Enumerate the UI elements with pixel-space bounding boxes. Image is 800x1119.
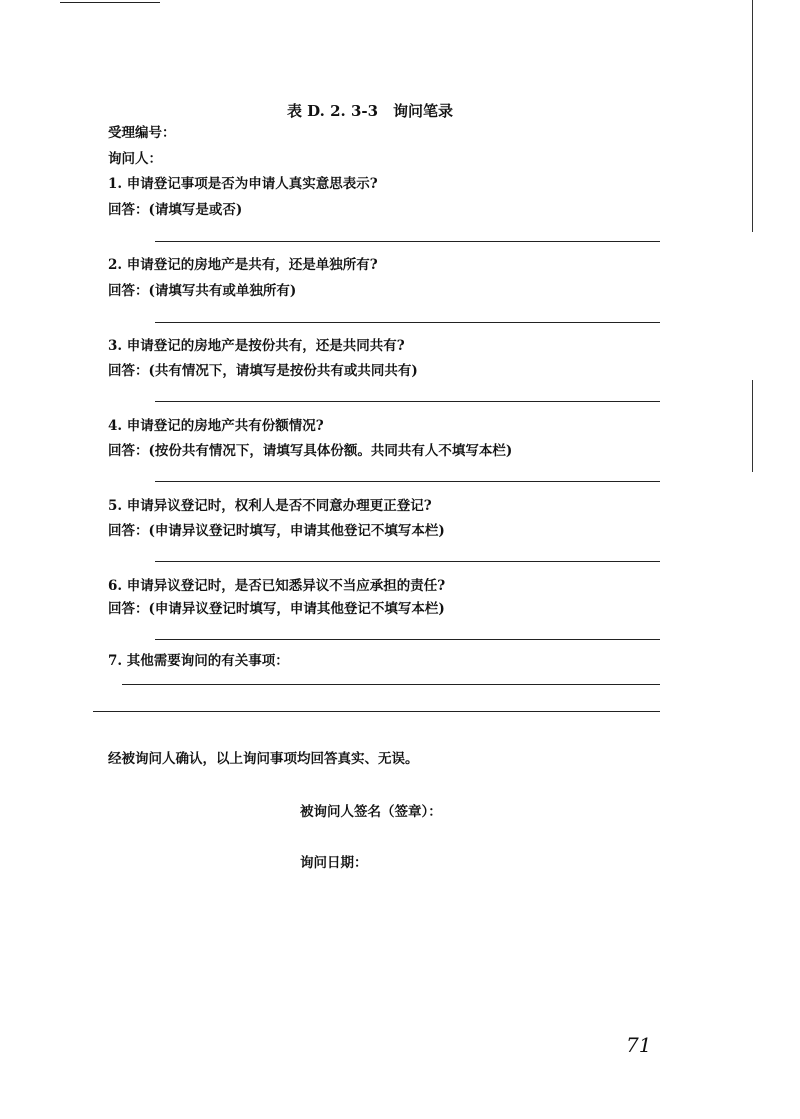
section-divider [93,711,660,712]
scan-edge-line [60,2,160,3]
scan-edge-line [752,380,753,472]
answer-4-hint: 回答：(按份共有情况下，请填写具体份额。共同共有人不填写本栏) [108,443,513,459]
answer-2-hint: 回答：(请填写共有或单独所有) [108,283,297,299]
question-5: 5. 申请异议登记时，权利人是否不同意办理更正登记? [108,498,432,514]
answer-1-hint: 回答：(请填写是或否) [108,202,243,218]
date-label: 询问日期： [300,855,368,871]
answer-1-line[interactable] [155,241,660,242]
signature-label: 被询问人签名（签章）： [300,804,442,820]
question-2: 2. 申请登记的房地产是共有，还是单独所有? [108,257,378,273]
answer-3-hint: 回答：(共有情况下，请填写是按份共有或共同共有) [108,363,418,379]
scan-edge-line [752,0,753,232]
question-6: 6. 申请异议登记时，是否已知悉异议不当应承担的责任? [108,578,446,594]
case-number-label: 受理编号： [108,125,176,141]
answer-4-line[interactable] [155,481,660,482]
question-7: 7. 其他需要询问的有关事项： [108,653,289,669]
answer-6-hint: 回答：(申请异议登记时填写，申请其他登记不填写本栏) [108,601,445,617]
answer-3-line[interactable] [155,401,660,402]
question-1: 1. 申请登记事项是否为申请人真实意思表示? [108,176,378,192]
answer-5-hint: 回答：(申请异议登记时填写，申请其他登记不填写本栏) [108,523,445,539]
answer-6-line[interactable] [155,639,660,640]
confirmation-statement: 经被询问人确认，以上询问事项均回答真实、无误。 [108,751,419,767]
question-3: 3. 申请登记的房地产是按份共有，还是共同共有? [108,338,405,354]
interviewer-label: 询问人： [108,151,162,167]
answer-7-line[interactable] [122,684,660,685]
page-number: 71 [626,1033,652,1057]
answer-2-line[interactable] [155,322,660,323]
page-title: 表 D. 2. 3-3 询问笔录 [286,102,454,120]
question-4: 4. 申请登记的房地产共有份额情况? [108,418,324,434]
answer-5-line[interactable] [155,561,660,562]
